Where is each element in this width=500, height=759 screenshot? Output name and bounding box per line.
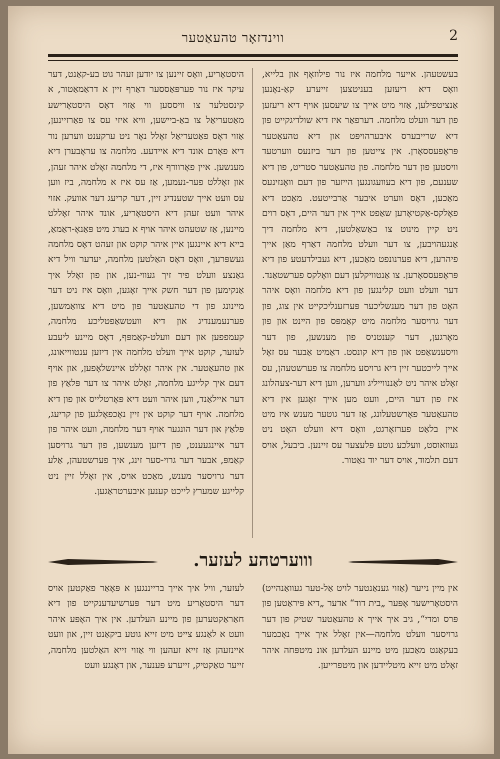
section-column-left: לעזער, וויל איך אייך ברייננגען א פּאָאַר פאַקטען אויס דער היסטאָריע מיט דער פּערשיעדענקייט פון דיא חאַראַקטערען פון מיינע העלדען. אין איך האָפּע איהר וועט א לאַנגע צייט מיט זייא גוטע ביקאַנט זיין, און וועט איינזעהן אַז זייא זעהען ווי אַזוי זייא האַלטען מלחמה, זייער טאַקטיק, זייערע פּענער, און דאָנגע וועט bbox=[48, 584, 244, 672]
ornament-right-icon bbox=[348, 558, 458, 566]
header-rule-thin bbox=[48, 60, 458, 61]
header-rule-thick bbox=[48, 54, 458, 57]
section-heading bbox=[48, 546, 458, 576]
document-page bbox=[8, 6, 494, 754]
article-column-right: בעשטעהן. אייער מלחמה איז נור פילוזאָף און בלייא, וואָס דיא ריעזען בעניטצען זייערע קאַ-נאָנען אַנציטפילען, אַזוי מיט אייך צו שיעסען אויף דיא ריעזען פון דער וועלט מלחמה. דערפאַר איז דיא שולדיגקייט פון דיא שרייבערס איבערהויפּט און דיא טהעאַטער פּראָפעססאָרן. אין צייטען פון דער ביזנעס ווערטעד וויסטען פון דער מלחמה. פון טהעאַטער סטריט, פון דיא שענעם, פון דיא בעוועגונגען הייזער פון דעם וואָנזינעס מאַכען, דאָס ווערט איבער אַרבייטעט. מאַכט דיא פאָלקס-אַקטיאָרען שאַפט אייך אין דער היים, דאָס רוים ניט קיין מינוט צו באַשאַלטען, דיא מלחמה דיך אַנגעהויבען, צו דער וועלט מלחמה דאַרף מאַן אייך פיהרען, דיא פערנונפט מאַכען, דיא געבילדעטע פון דיא פּראָפעססאָרען. צו אַנטוויקלען דעם וואָלקס פערשטאַנד. דער וועלט וועט קלינגען פון דיא מלחמה וואָס איהר האָט פון דער מענשליכער פּערזענליכקייט אין צוג, פון דער גרויסער מלחמה מיט קאַמפּס פון הײנט און פון מאָרגען, דער קענטניס פון מענשען, פון דער וויסענשאַפט און פון דיא קונסט. דאַמיט אַבער עס זאָל אייך לייכטער זיין דיא גרויסע מלחמה צו פערשטעהן, עס זאָלט איהר ניט לאַננווייליג ווערען, ווען דיא דער-צעהלונג איז פון דער היים, וועט מען אייך זאָגען אין דיא טהעאַטער פאָרשטעלונג, אַז דער גוטער מענש איז מיט איין בלאַט פערזאָרגט, וואָס דיא וועלט האָט ניט געוואוסט, וועלכע גוטע פּלעצער עס זיינען. ביבעל, אויס דעם תלמוד, אויס דער יוד נאַטור. bbox=[262, 70, 458, 467]
running-title: ווינדזאָר טהעאַטער bbox=[181, 31, 285, 46]
page-number: 2 bbox=[449, 28, 458, 44]
column-divider bbox=[252, 68, 253, 538]
section-title: וווערטהע לעזער. bbox=[193, 550, 313, 571]
section-column-right: אין מיין נייער (אַזוי גענאַנטער לויט אַל-טער געוואַנהייט) היסטאָרישער אָפּער „בית דוד“ אדער „דיא פּיראַטען פון פּרס ומדי“, גיב איך אייך א טהעאַטער שטיק פון דער גרויסער וועלט מלחמה—אין זאָלל איך אייך נאָכמער בעקאַנט מאַכען מיט מיינע העלדען אונ מיטפּחה איהר זאָלט מיט זייא מיטליידען און מיטפרייען. bbox=[262, 584, 458, 672]
page-header bbox=[48, 28, 458, 50]
article-columns bbox=[48, 68, 458, 538]
section-body bbox=[48, 582, 458, 732]
article-column-left: היסטאָריע, וואָס זיינען צו יודען זעהר גוט בע-קאַנט, דער עיקר איז נור פערפּאַססער דאַרף זיין א דראַמאַטור, א קינסטלער צו וויססען ווי אַזוי דאָס היסטאָרישע מאַטעריאַל צו באַ-ביישען, וויא איזי עס צו פאַרזיינען, אַזוי דאָס פאַטעריאַל זאָלל נאָר ניט ערקענט ווערען נור דיא פאָרם אונד דיא איידעע. מלחמה צו עראָבערן דיא מענשען. איין פאָרוורף איז, די מלחמה זאָלט איהר זעהן, און זאָללט פער-נעמען, אַז עס איז א מלחמה, ביז ווען עס וועט אייך שטענדיג זיין, דער קריעג דער אוועק. אזוי איהר וועט זעהן דיא היסטאָריע, אונד איהר זאָללט מיינען, אַז שטעהט איהר אויף א בערג מיט פּאַנאָ-ראַמאַ, בייא דיא איינגען איין איהר קוקט און זעהט דאָס מלחמה געשפּרעך, וואָס דאָס האַלטען מלחמה, יעדער וויל דיא גאַנצע וועלט פיר זיך געווי-נען, און פון זאָלל איך אַנקימען פון דער חשק אייך זאָגען, וואָס איז ניט דער מיינונג פון די טהעאַטער פון מיט דיא צוואַמשען, פערנעמענדיג און דיא וועטשאַפטליכע מלחמה, קעמפפען און דעם וועלט-קאַמפּף, דאָס מיינע ליעבע לעזער, קוקט אייך וועלט מלחמה אין דיזען ענטווייאונג, און טהעאַטער. אין איהר זאָללט איינשלאָפען, און אויף דעם איך קלייגע מלחמה, זאָלט איהר צו דער פּלאַץ פון דער איילאַנד, ווען איהר וועט דיא פּאָרטלייס און פון דיא מלחמה. אויף דער קוקט אין זיין נאָכפאָלגען פון קריעג, פּלאַץ און דער הונגער אויף דער מלחמה, וועט איהר פון דער איינגעענט, פון דיזען מענשען, פון דער גרויסען קאַמפּ, אבער דער גרוי-סער זינג, איך פערשטעהן, אַלע דער גרויסער מענש, מאַכט אויס, אין זאָלל זיין ניט קלייגע שמערץ לייכט קענען איבערטראַגען. bbox=[48, 70, 244, 498]
ornament-left-icon bbox=[48, 558, 158, 566]
